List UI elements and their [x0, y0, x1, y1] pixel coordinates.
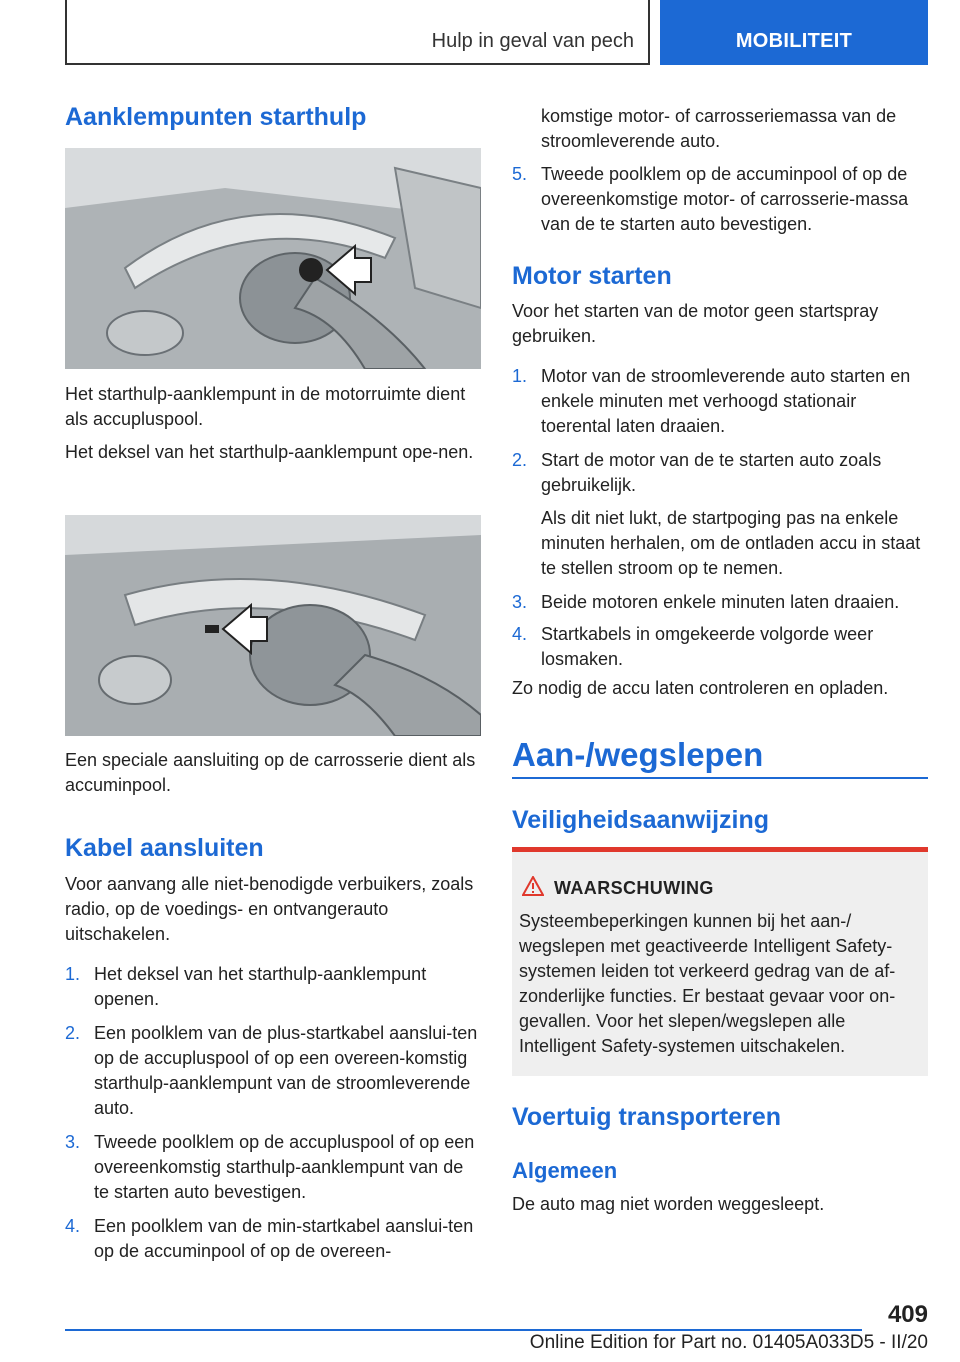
footer-edition: Online Edition for Part no. 01405A033D5 - II/20 [529, 1332, 928, 1353]
paragraph-open-cover: Het deksel van het starthulp-aanklempunt ope-nen. [65, 442, 474, 462]
section-title-kabel: Kabel aansluiten [65, 834, 264, 862]
warning-title: WAARSCHUWING [554, 878, 714, 898]
paragraph-minus-terminal: Een speciale aansluiting op de carrosserie dient als accuminpool. [65, 750, 476, 795]
section-title-veiligheid: Veiligheidsaanwijzing [512, 806, 770, 834]
chapter-title-slepen: Aan-/wegslepen [512, 736, 764, 773]
paragraph-kabel-intro: Voor aanvang alle niet-benodigde verbuikers, zoals radio, op de voedings- en ontvangerauto uitschakelen. [65, 874, 474, 944]
paragraph-motor-intro: Voor het starten van de motor geen startspray gebruiken. [512, 301, 879, 346]
paragraph-plus-terminal: Het starthulp-aanklempunt in de motorruimte dient als accupluspool. [65, 384, 466, 429]
header-section-title: Hulp in geval van pech [431, 30, 634, 52]
section-title-transport: Voertuig transporteren [512, 1103, 782, 1131]
list-item: 1. Motor van de stroomleverende auto starten en enkele minuten met verhoogd stationair toerental laten draaien. [512, 366, 911, 436]
list-item: 1. Het deksel van het starthulp-aanklempunt openen. [65, 964, 427, 1009]
list-item: 2. Een poolklem van de plus-startkabel aanslui-ten op de accupluspool of op een overeen-komstig starthulp-aanklempunt van de stroomleverende auto. [65, 1023, 478, 1118]
engine-photo-minus-terminal [65, 515, 481, 736]
warning-triangle-icon [522, 876, 544, 901]
list-item: 4. Een poolklem van de min-startkabel aanslui-ten op de accuminpool of op de overeen- [65, 1216, 474, 1261]
list-item: 4. Startkabels in omgekeerde volgorde weer losmaken. [512, 624, 874, 669]
chapter-underline [512, 777, 928, 779]
warning-text: Systeembeperkingen kunnen bij het aan-/ wegslepen met geactiveerde Intelligent Safety-systemen leiden tot verkeerd gedrag van de af-zonderlijke functies. Er bestaat gevaar voor on-gevallen. Voor het slepen/wegslepen alle Intelligent Safety-systemen uitschakelen. [519, 911, 896, 1056]
page-number: 409 [887, 1301, 928, 1328]
list-item: 3. Tweede poolklem op de accupluspool of op een overeenkomstig starthulp-aanklempunt van de te starten auto bevestigen. [65, 1132, 475, 1202]
engine-illustration-1 [65, 148, 481, 369]
footer-rule [65, 1329, 862, 1331]
step4-continuation: komstige motor- of carrosseriemassa van de stroomleverende auto. [541, 106, 897, 151]
warning-header [522, 876, 918, 901]
kabel-steps-list-cont [512, 162, 928, 237]
section-title-aanklempunten: Aanklempunten starthulp [65, 103, 367, 131]
engine-illustration-2 [65, 515, 481, 736]
section-title-motor: Motor starten [512, 262, 672, 290]
paragraph-algemeen: De auto mag niet worden weggesleept. [512, 1194, 825, 1214]
header-chapter-title: MOBILITEIT [735, 30, 853, 52]
paragraph-motor-after: Zo nodig de accu laten controleren en opladen. [512, 678, 889, 698]
motor-steps-list [512, 364, 928, 672]
header-separator [648, 0, 650, 65]
list-item: 2. Start de motor van de te starten auto zoals gebruikelijk. Als dit niet lukt, de startpoging pas na enkele minuten herhalen, om de ontladen accu in staat te stellen stroom op te nemen. [512, 450, 921, 578]
list-item: 5. Tweede poolklem op de accuminpool of op de overeenkomstige motor- of carrosserie-massa van de te starten auto bevestigen. [512, 164, 909, 234]
page-header [65, 0, 928, 65]
header-section-box [65, 0, 648, 65]
subsection-title-algemeen: Algemeen [512, 1158, 618, 1183]
header-chapter-tab [660, 0, 928, 65]
kabel-steps-list [65, 962, 481, 1264]
list-item: 3. Beide motoren enkele minuten laten draaien. [512, 592, 900, 612]
warning-box [512, 847, 928, 1076]
engine-photo-plus-terminal [65, 148, 481, 369]
